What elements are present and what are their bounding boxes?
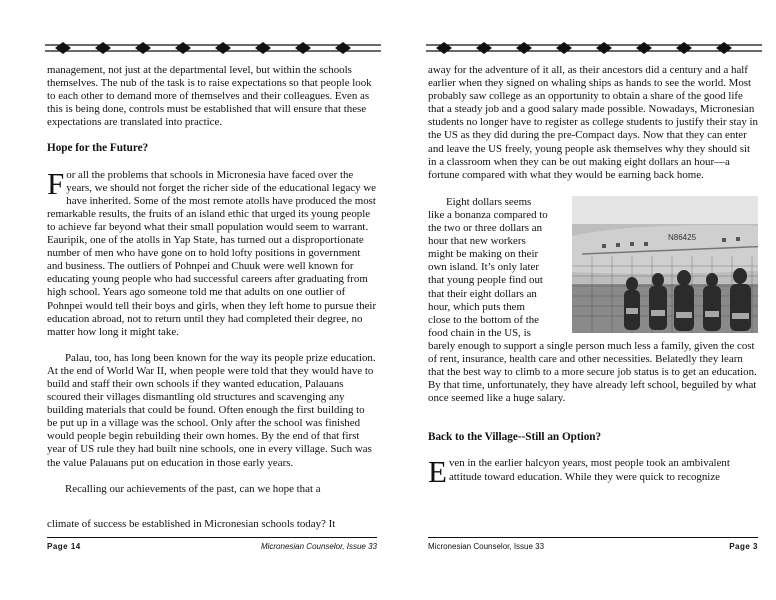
paragraph-text: or all the problems that schools in Micronesia have faced over the years, we should not forget the richer side of the educational legacy we have inherited. Some of the most remote atolls have produced the most remarkable results, the fruits of an island ethic that urged its young people to achieve far beyond what their small population would seem to warrant. Eauripik, one of the atolls in Yap State, has turned out a disproportionate number of men who have gone on to hold lofty positions in government and business. The outliers of Pohnpei and Chuuk were well known for educating young people who had successful careers after graduating from high school. Years ago someone told me that adults on one outlier of Pohnpei would tell their boys and girls, when they left home to pursue their education abroad, not to return until they had completed their degree, no matter how long it might take. xyxy=(47,168,377,338)
paragraph: management, not just at the departmental level, but within the schools themselves. The nub of the task is to raise expectations so that people look to each other to demand more of themselves and their colleagues. Even as this is being done, controls must be established that will ensure that these expectations are translated into practice. xyxy=(47,64,372,129)
section-heading: Back to the Village--Still an Option? xyxy=(428,431,602,444)
paragraph: climate of success be established in Micronesian schools today? It xyxy=(47,517,336,530)
paragraph xyxy=(428,454,758,490)
page-number: Page 3 xyxy=(729,542,758,551)
left-page xyxy=(47,0,377,600)
footer-rule xyxy=(428,537,758,538)
drop-cap: E xyxy=(428,454,447,490)
decorative-border-ornament xyxy=(45,40,381,56)
aircraft-tail-number: N86425 xyxy=(668,232,697,242)
paragraph-text: Eight dollars seems like a bonanza compared to the two or three dollars an hour that new workers might be making on their own island. It’s only later that young people find out that their eight dollars an hour, which puts them close to the bottom of the food chain in the US, is barely enough to support a single person much less a family, given the cost of rent, insurance, health care and other necessities. Belatedly they learn that the best way to climb to a more secure job status is to get an education. By that time, unfortunately, they have already left school, beguiled by what once seemed like a huge salary. xyxy=(428,195,757,405)
paragraph: Recalling our achievements of the past, can we hope that a xyxy=(65,482,321,495)
page-number: Page 14 xyxy=(47,542,81,551)
photo-airplane-people xyxy=(554,196,758,333)
publication-name: Micronesian Counselor, Issue 33 xyxy=(428,542,545,551)
paragraph-text: ven in the earlier halcyon years, most people took an ambivalent attitude toward education. While they were quick to recognize xyxy=(448,457,730,483)
publication-name: Micronesian Counselor, Issue 33 xyxy=(260,542,377,551)
section-heading: Hope for the Future? xyxy=(47,142,149,155)
paragraph xyxy=(428,196,758,406)
paragraph xyxy=(47,165,377,339)
drop-cap: F xyxy=(47,165,65,201)
footer-rule xyxy=(47,537,377,538)
decorative-border-ornament xyxy=(426,40,762,56)
right-page xyxy=(428,0,758,600)
paragraph: Palau, too, has long been known for the way its people prize education. At the end of World War II, when people were told that they would have to build and staff their own schools if they wanted education, Palauans scoured their villages dismantling old structures and scavenging any building materials that could be found. Often enough the first building to be put up in a village was the school. Only after the school was finished would people begin rebuilding their own homes. By the end of that first year of US rule they had built nine schools, one in every village. Such was the value Palauans put on education in those early years. xyxy=(47,351,376,469)
paragraph: away for the adventure of it all, as their ancestors did a century and a half earlier when they signed on whaling ships as hands to see the world. Most probably saw college as an opportunity to obtain a share of the good life that a steady job and a good salary made possible. Nowadays, Micronesian students no longer have to register as college students to justify their stay in the US as they did during the pre-Compact days. Now that they can enter and leave the US freely, young people ask themselves why they should sit in a classroom when they can be out making eight dollars an hour—a fortune compared with what they would be earning back home. xyxy=(428,64,758,181)
left-body-text xyxy=(47,64,377,544)
right-body-text xyxy=(428,64,758,497)
